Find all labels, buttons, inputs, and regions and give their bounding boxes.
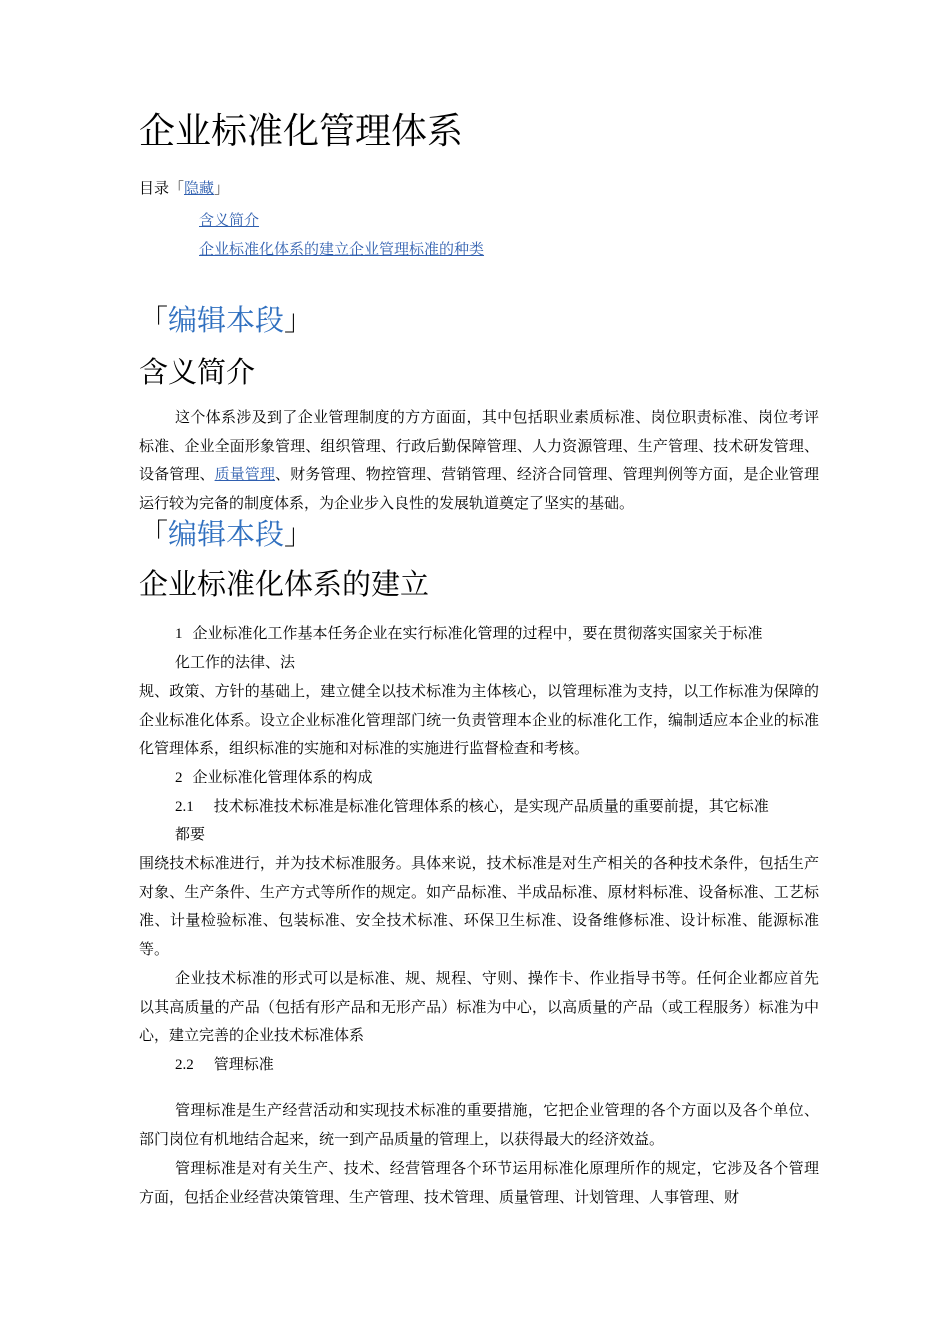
- edit-section-1: [139, 302, 313, 338]
- edit-section-link[interactable]: 编辑本段: [168, 303, 285, 337]
- toc-header: [139, 177, 229, 199]
- toc-label: 目录: [139, 179, 170, 197]
- paragraph-management-1: 管理标准是生产经营活动和实现技术标准的重要措施，它把企业管理的各个方面以及各个单位、部门岗位有机地结合起来，统一到产品质量的管理上，以获得最大的经济效益。: [139, 1101, 819, 1148]
- paragraph-text: 这个体系涉及到了企业管理制度的方方面面，其中包括职业素质标准、岗位职责标准、岗位考评标准、企业全面形象管理、组织管理、行政后勤保障管理、人力资源管理、生产管理、技术研发管理、设备管理、: [139, 408, 819, 484]
- edit-bracket-open: 「: [139, 517, 169, 551]
- toc-bracket-open: 「: [169, 179, 185, 197]
- toc-hide-link[interactable]: 隐藏: [184, 179, 215, 197]
- item-text: 管理标准: [213, 1055, 274, 1073]
- item-2-1-continuation: 围绕技术标准进行，并为技术标准服务。具体来说，技术标准是对生产相关的各种技术条件，包括生产对象、生产条件、生产方式等所作的规定。如产品标准、半成品标准、原材料标准、设备标准、工艺标准、计量检验标准、包装标准、安全技术标准、环保卫生标准、设备维修标准、设计标准、能源标准等。: [139, 854, 819, 959]
- item-2-2-line: [175, 1050, 274, 1080]
- paragraph-management-2: 管理标准是对有关生产、技术、经营管理各个环节运用标准化原理所作的规定，它涉及各个管理方面，包括企业经营决策管理、生产管理、技术管理、质量管理、计划管理、人事管理、财: [139, 1159, 819, 1206]
- item-number: 2.1: [175, 799, 194, 815]
- section-heading-establish: 企业标准化体系的建立: [139, 567, 430, 601]
- item-text: 企业标准化工作基本任务企业在实行标准化管理的过程中，要在贯彻落实国家关于标准: [192, 624, 763, 642]
- toc-item-meaning[interactable]: 含义简介: [199, 211, 260, 229]
- toc-list: [199, 206, 484, 264]
- edit-bracket-close: 」: [284, 517, 314, 551]
- item-text: 技术标准技术标准是标准化管理体系的核心，是实现产品质量的重要前提，其它标准: [213, 797, 769, 815]
- item-2-line: [175, 763, 373, 793]
- item-number: 2: [175, 770, 183, 786]
- item-2-1-line: [175, 792, 769, 822]
- edit-section-link[interactable]: 编辑本段: [168, 517, 285, 551]
- toc-bracket-close: 」: [214, 179, 230, 197]
- item-number: 2.2: [175, 1057, 194, 1073]
- item-1-line2: 化工作的法律、法: [175, 653, 296, 671]
- item-number: 1: [175, 626, 183, 642]
- item-1-line: [175, 619, 763, 649]
- edit-section-2: [139, 516, 313, 552]
- item-1-continuation: 规、政策、方针的基础上，建立健全以技术标准为主体核心，以管理标准为支持，以工作标准为保障的企业标准化体系。设立企业标准化管理部门统一负责管理本企业的标准化工作，编制适应本企业的标准化管理体系，组织标准的实施和对标准的实施进行监督检查和考核。: [139, 682, 819, 758]
- edit-bracket-open: 「: [139, 303, 169, 337]
- paragraph-tech-standard: 企业技术标准的形式可以是标准、规、规程、守则、操作卡、作业指导书等。任何企业都应首先以其高质量的产品（包括有形产品和无形产品）标准为中心，以高质量的产品（或工程服务）标准为中心，建立完善的企业技术标准体系: [139, 969, 819, 1045]
- section-heading-meaning: 含义简介: [139, 355, 256, 389]
- paragraph-text: 、财务管理、物控管理、营销管理、经济合同管理、管理判例等方面，是企业管理运行较为完备的制度体系，为企业步入良性的发展轨道奠定了坚实的基础。: [139, 465, 819, 513]
- toc-item-establish[interactable]: 企业标准化体系的建立企业管理标准的种类: [199, 240, 485, 258]
- paragraph-meaning: [139, 403, 819, 518]
- quality-management-link[interactable]: 质量管理: [214, 465, 276, 484]
- document-title: 企业标准化管理体系: [139, 111, 464, 152]
- item-text: 企业标准化管理体系的构成: [192, 768, 373, 786]
- edit-bracket-close: 」: [284, 303, 314, 337]
- item-2-1-line2: 都要: [175, 825, 206, 843]
